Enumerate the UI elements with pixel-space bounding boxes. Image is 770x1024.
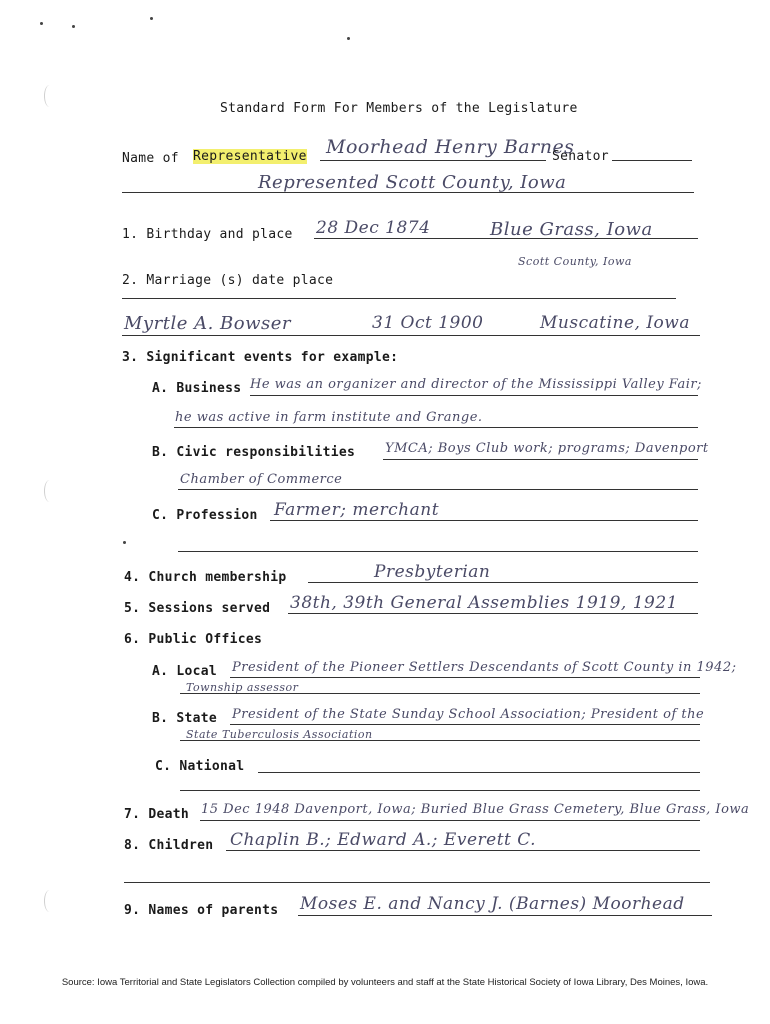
name-label: Name of xyxy=(122,151,179,166)
spouse-entry: Myrtle A. Bowser xyxy=(124,313,291,334)
representative-label: Representative xyxy=(193,149,307,164)
profession-line-1 xyxy=(270,520,698,521)
marriage-label: 2. Marriage (s) date place xyxy=(122,273,334,288)
death-line xyxy=(200,820,700,821)
state-line-2 xyxy=(180,740,700,741)
scan-speck xyxy=(40,22,43,25)
birthday-line xyxy=(314,238,698,239)
senator-label: Senator xyxy=(552,149,609,164)
business-label: A. Business xyxy=(152,381,242,396)
scan-speck xyxy=(150,17,153,20)
birth-place-entry: Blue Grass, Iowa xyxy=(490,219,653,240)
marriage-line-2 xyxy=(122,335,700,336)
profession-line-2 xyxy=(178,551,698,552)
business-entry-line1: He was an organizer and director of the Mississippi Valley Fair; xyxy=(250,377,702,392)
church-label: 4. Church membership xyxy=(124,570,287,585)
church-entry: Presbyterian xyxy=(374,562,491,582)
death-label: 7. Death xyxy=(124,807,190,822)
local-line-1 xyxy=(230,677,700,678)
state-entry-line2: State Tuberculosis Association xyxy=(186,728,373,741)
represented-entry: Represented Scott County, Iowa xyxy=(258,172,567,193)
civic-line-1 xyxy=(383,459,698,460)
civic-entry-line2: Chamber of Commerce xyxy=(180,472,343,487)
binder-hole-mark xyxy=(44,480,55,502)
children-line-1 xyxy=(226,850,700,851)
local-entry-line2: Township assessor xyxy=(186,681,299,694)
children-label: 8. Children xyxy=(124,838,214,853)
represented-line xyxy=(122,192,694,193)
form-title: Standard Form For Members of the Legislature xyxy=(220,101,578,116)
civic-line-2 xyxy=(178,489,698,490)
marriage-place-entry: Muscatine, Iowa xyxy=(540,313,690,333)
public-offices-label: 6. Public Offices xyxy=(124,632,263,647)
sessions-entry: 38th, 39th General Assemblies 1919, 1921 xyxy=(290,593,678,613)
business-line-2 xyxy=(174,427,698,428)
local-line-2 xyxy=(180,693,700,694)
birthday-label: 1. Birthday and place xyxy=(122,227,293,242)
national-line-2 xyxy=(180,790,700,791)
sessions-line xyxy=(288,613,698,614)
sessions-label: 5. Sessions served xyxy=(124,601,271,616)
death-entry: 15 Dec 1948 Davenport, Iowa; Buried Blue Grass Cemetery, Blue Grass, Iowa xyxy=(201,802,750,817)
scan-speck xyxy=(123,541,126,544)
national-line-1 xyxy=(258,772,700,773)
business-line-1 xyxy=(250,395,698,396)
children-line-2 xyxy=(124,882,710,883)
business-entry-line2: he was active in farm institute and Grange. xyxy=(175,410,483,425)
birth-county-entry: Scott County, Iowa xyxy=(518,255,632,268)
parents-entry: Moses E. and Nancy J. (Barnes) Moorhead xyxy=(300,894,685,914)
local-label: A. Local xyxy=(152,664,218,679)
profession-entry: Farmer; merchant xyxy=(274,500,440,520)
events-label: 3. Significant events for example: xyxy=(122,350,399,365)
source-caption: Source: Iowa Territorial and State Legislators Collection compiled by volunteers and staff at the State Historical Society of Iowa Library, Des Moines, Iowa. xyxy=(61,977,709,988)
state-entry-line1: President of the State Sunday School Association; President of the xyxy=(232,707,705,722)
civic-label: B. Civic responsibilities xyxy=(152,445,356,460)
binder-hole-mark xyxy=(44,890,55,912)
parents-line xyxy=(298,915,712,916)
birth-date-entry: 28 Dec 1874 xyxy=(316,218,431,238)
local-entry-line1: President of the Pioneer Settlers Descendants of Scott County in 1942; xyxy=(232,660,737,675)
senator-line xyxy=(612,160,692,161)
church-line xyxy=(308,582,698,583)
national-label: C. National xyxy=(155,759,245,774)
children-entry: Chaplin B.; Edward A.; Everett C. xyxy=(230,830,537,850)
marriage-date-entry: 31 Oct 1900 xyxy=(372,313,484,333)
civic-entry-line1: YMCA; Boys Club work; programs; Davenport xyxy=(385,441,709,456)
marriage-line-1 xyxy=(122,298,676,299)
name-entry: Moorhead Henry Barnes xyxy=(326,136,575,158)
state-line-1 xyxy=(230,724,700,725)
scan-speck xyxy=(72,25,75,28)
parents-label: 9. Names of parents xyxy=(124,903,279,918)
scan-speck xyxy=(347,37,350,40)
profession-label: C. Profession xyxy=(152,508,258,523)
name-line xyxy=(320,160,546,161)
state-label: B. State xyxy=(152,711,218,726)
binder-hole-mark xyxy=(44,85,55,107)
